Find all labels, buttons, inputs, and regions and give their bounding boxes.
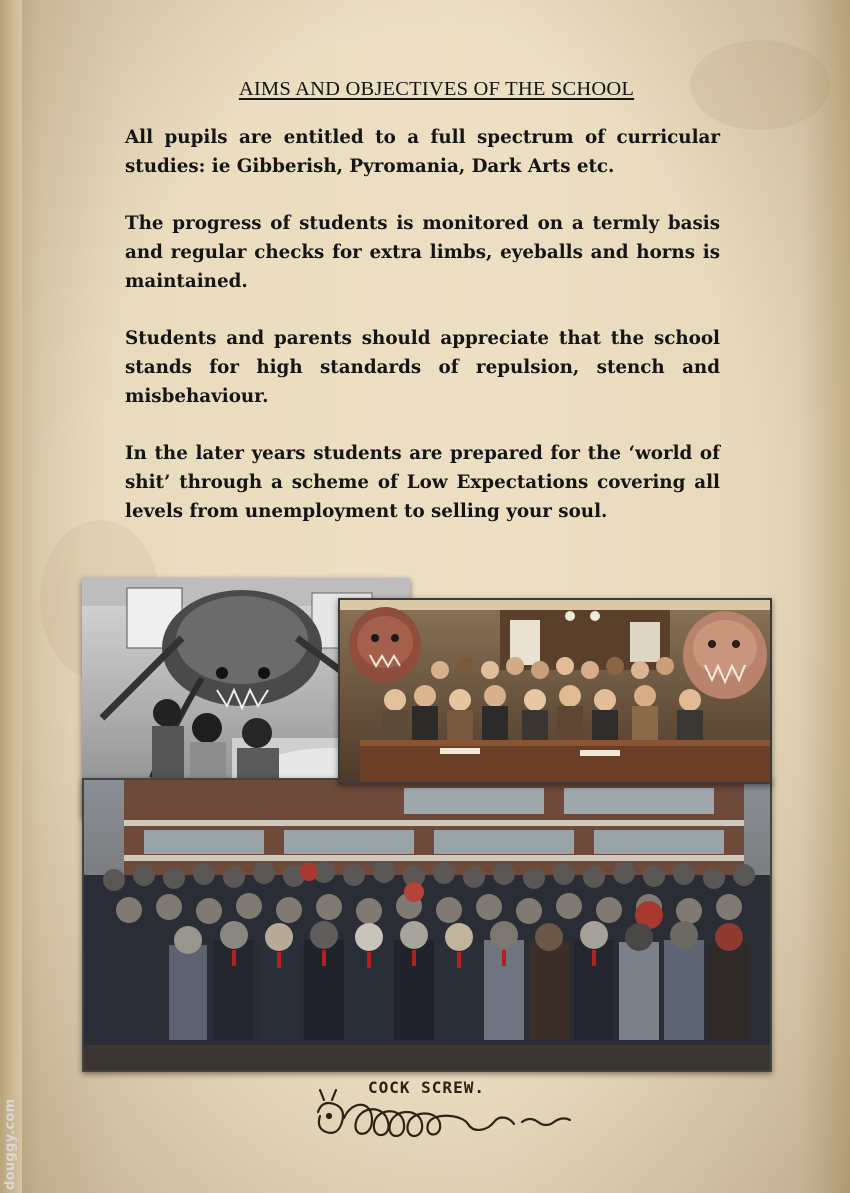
page-spine-edge: [0, 0, 22, 1193]
paragraph-curriculum: All pupils are entitled to a full spectrum of curricular studies: ie Gibberish, Pyromania, Dark Arts etc.: [125, 127, 720, 177]
document-body: [125, 78, 720, 554]
paragraph-later-years: In the later years students are prepared for the ‘world of shit’ through a scheme of Low Expectations covering all levels from unemployment to selling your soul.: [125, 443, 720, 522]
signature-doodle: [312, 1078, 582, 1148]
document-heading: AIMS AND OBJECTIVES OF THE SCHOOL: [238, 78, 635, 100]
monster-school-group-photo: [82, 778, 772, 1072]
watermark-text: douggy.com: [3, 1098, 18, 1190]
paragraph-standards: Students and parents should appreciate that the school stands for high standards of repulsion, stench and misbehaviour.: [125, 328, 720, 407]
paragraph-progress: The progress of students is monitored on a termly basis and regular checks for extra limbs, eyeballs and horns is maintained.: [125, 213, 720, 292]
signature-text: COCK SCREW.: [368, 1078, 485, 1097]
monster-classroom-photo: [338, 598, 772, 784]
corkscrew-doodle-icon: [312, 1078, 582, 1148]
